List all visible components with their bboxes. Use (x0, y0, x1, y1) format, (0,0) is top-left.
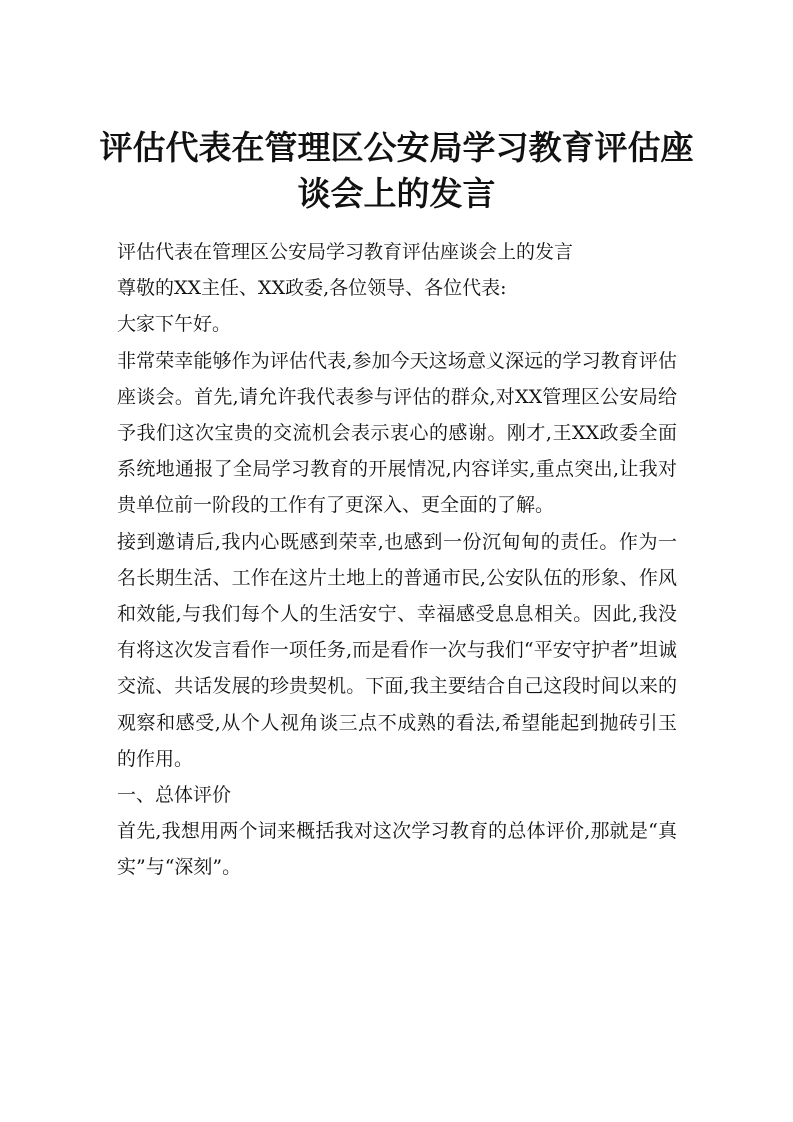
body-paragraph: 接到邀请后,我内心既感到荣幸,也感到一份沉甸甸的责任。作为一名长期生活、工作在这片土地上的普通市民,公安队伍的形象、作风和效能,与我们每个人的生活安宁、幸福感受息息相关。因此,我没有将这次发言看作一项任务,而是看作一次与我们“平安守护者”坦诚交流、共话发展的珍贵契机。下面,我主要结合自己这段时间以来的观察和感受,从个人视角谈三点不成熟的看法,希望能起到抛砖引玉的作用。 (117, 530, 677, 770)
greeting-paragraph: 大家下午好。 (117, 313, 232, 336)
salutation-paragraph: 尊敬的XX主任、XX政委,各位领导、各位代表: (117, 277, 507, 300)
document-title-line-2: 谈会上的发言 (297, 174, 496, 213)
document-title-line-1: 评估代表在管理区公安局学习教育评估座 (99, 128, 694, 167)
section-heading: 一、总体评价 (117, 784, 232, 807)
body-paragraph: 首先,我想用两个词来概括我对这次学习教育的总体评价,那就是“真实”与“深刻”。 (117, 820, 677, 879)
subtitle-paragraph: 评估代表在管理区公安局学习教育评估座谈会上的发言 (117, 241, 574, 263)
body-paragraph: 非常荣幸能够作为评估代表,参加今天这场意义深远的学习教育评估座谈会。首先,请允许我代表参与评估的群众,对XX管理区公安局给予我们这次宝贵的交流机会表示衷心的感谢。刚才,王XX政委全面系统地通报了全局学习教育的开展情况,内容详实,重点突出,让我对贵单位前一阶段的工作有了更深入、更全面的了解。 (117, 349, 677, 517)
document-body (117, 234, 677, 886)
